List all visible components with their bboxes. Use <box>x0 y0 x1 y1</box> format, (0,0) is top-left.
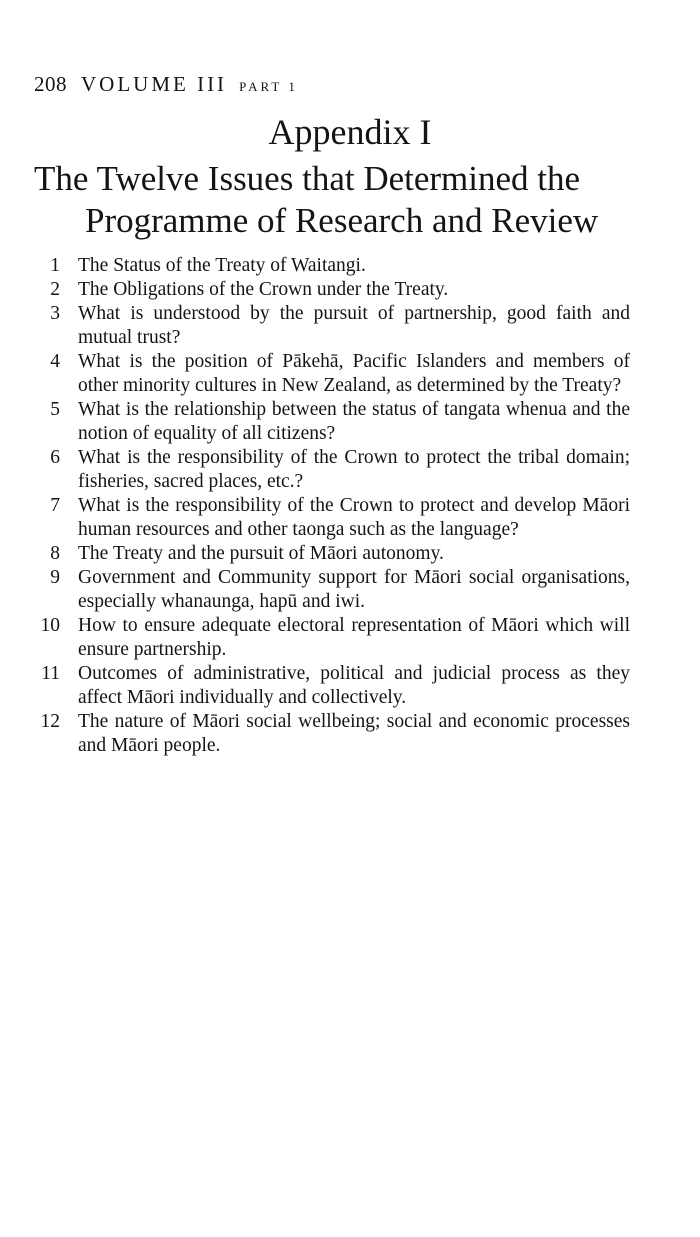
item-number: 3 <box>50 303 60 324</box>
list-item <box>30 614 630 662</box>
item-text: What is the responsibility of the Crown to protect the tribal domain; fisheries, sacred places, etc.? <box>78 447 630 492</box>
item-number: 2 <box>50 279 60 300</box>
item-text: The Treaty and the pursuit of Māori autonomy. <box>78 543 444 564</box>
item-text: What is understood by the pursuit of partnership, good faith and mutual trust? <box>78 303 630 348</box>
item-text: Outcomes of administrative, political and judicial process as they affect Māori individually and collectively. <box>78 663 630 708</box>
item-number: 5 <box>50 399 60 420</box>
item-number: 6 <box>50 447 60 468</box>
item-text: The Obligations of the Crown under the Treaty. <box>78 279 449 300</box>
item-number: 9 <box>50 567 60 588</box>
item-text: The Status of the Treaty of Waitangi. <box>78 255 366 276</box>
list-item <box>30 278 630 302</box>
list-item <box>30 446 630 494</box>
list-item <box>30 302 630 350</box>
volume-label: VOLUME III <box>81 72 228 96</box>
item-text: What is the position of Pākehā, Pacific Islanders and members of other minority cultures in New Zealand, as determined by the Treaty? <box>78 351 630 396</box>
issues-list <box>30 254 630 758</box>
list-item <box>30 398 630 446</box>
page-number: 208 <box>34 72 67 96</box>
item-number: 11 <box>41 663 60 684</box>
list-item <box>30 350 630 398</box>
title-line-2: Programme of Research and Review <box>85 201 599 240</box>
page-title <box>34 158 674 242</box>
appendix-label: Appendix I <box>268 112 432 152</box>
list-item <box>30 542 630 566</box>
item-number: 10 <box>40 615 60 636</box>
part-label: PART 1 <box>239 79 298 94</box>
list-item <box>30 710 630 758</box>
item-text: What is the relationship between the status of tangata whenua and the notion of equality of all citizens? <box>78 399 630 444</box>
list-item <box>30 494 630 542</box>
item-text: Government and Community support for Māori social organisations, especially whanaunga, hapū and iwi. <box>78 567 630 612</box>
item-number: 8 <box>50 543 60 564</box>
item-number: 1 <box>50 255 60 276</box>
item-text: What is the responsibility of the Crown to protect and develop Māori human resources and other taonga such as the language? <box>78 495 630 540</box>
title-line-1: The Twelve Issues that Determined the <box>34 159 581 198</box>
list-item <box>30 662 630 710</box>
item-number: 12 <box>40 711 60 732</box>
list-item <box>30 566 630 614</box>
item-text: The nature of Māori social wellbeing; social and economic processes and Māori people. <box>78 711 630 756</box>
item-number: 7 <box>50 495 60 516</box>
item-text: How to ensure adequate electoral representation of Māori which will ensure partnership. <box>78 615 630 660</box>
item-number: 4 <box>50 351 60 372</box>
running-head <box>34 72 298 97</box>
list-item <box>30 254 630 278</box>
